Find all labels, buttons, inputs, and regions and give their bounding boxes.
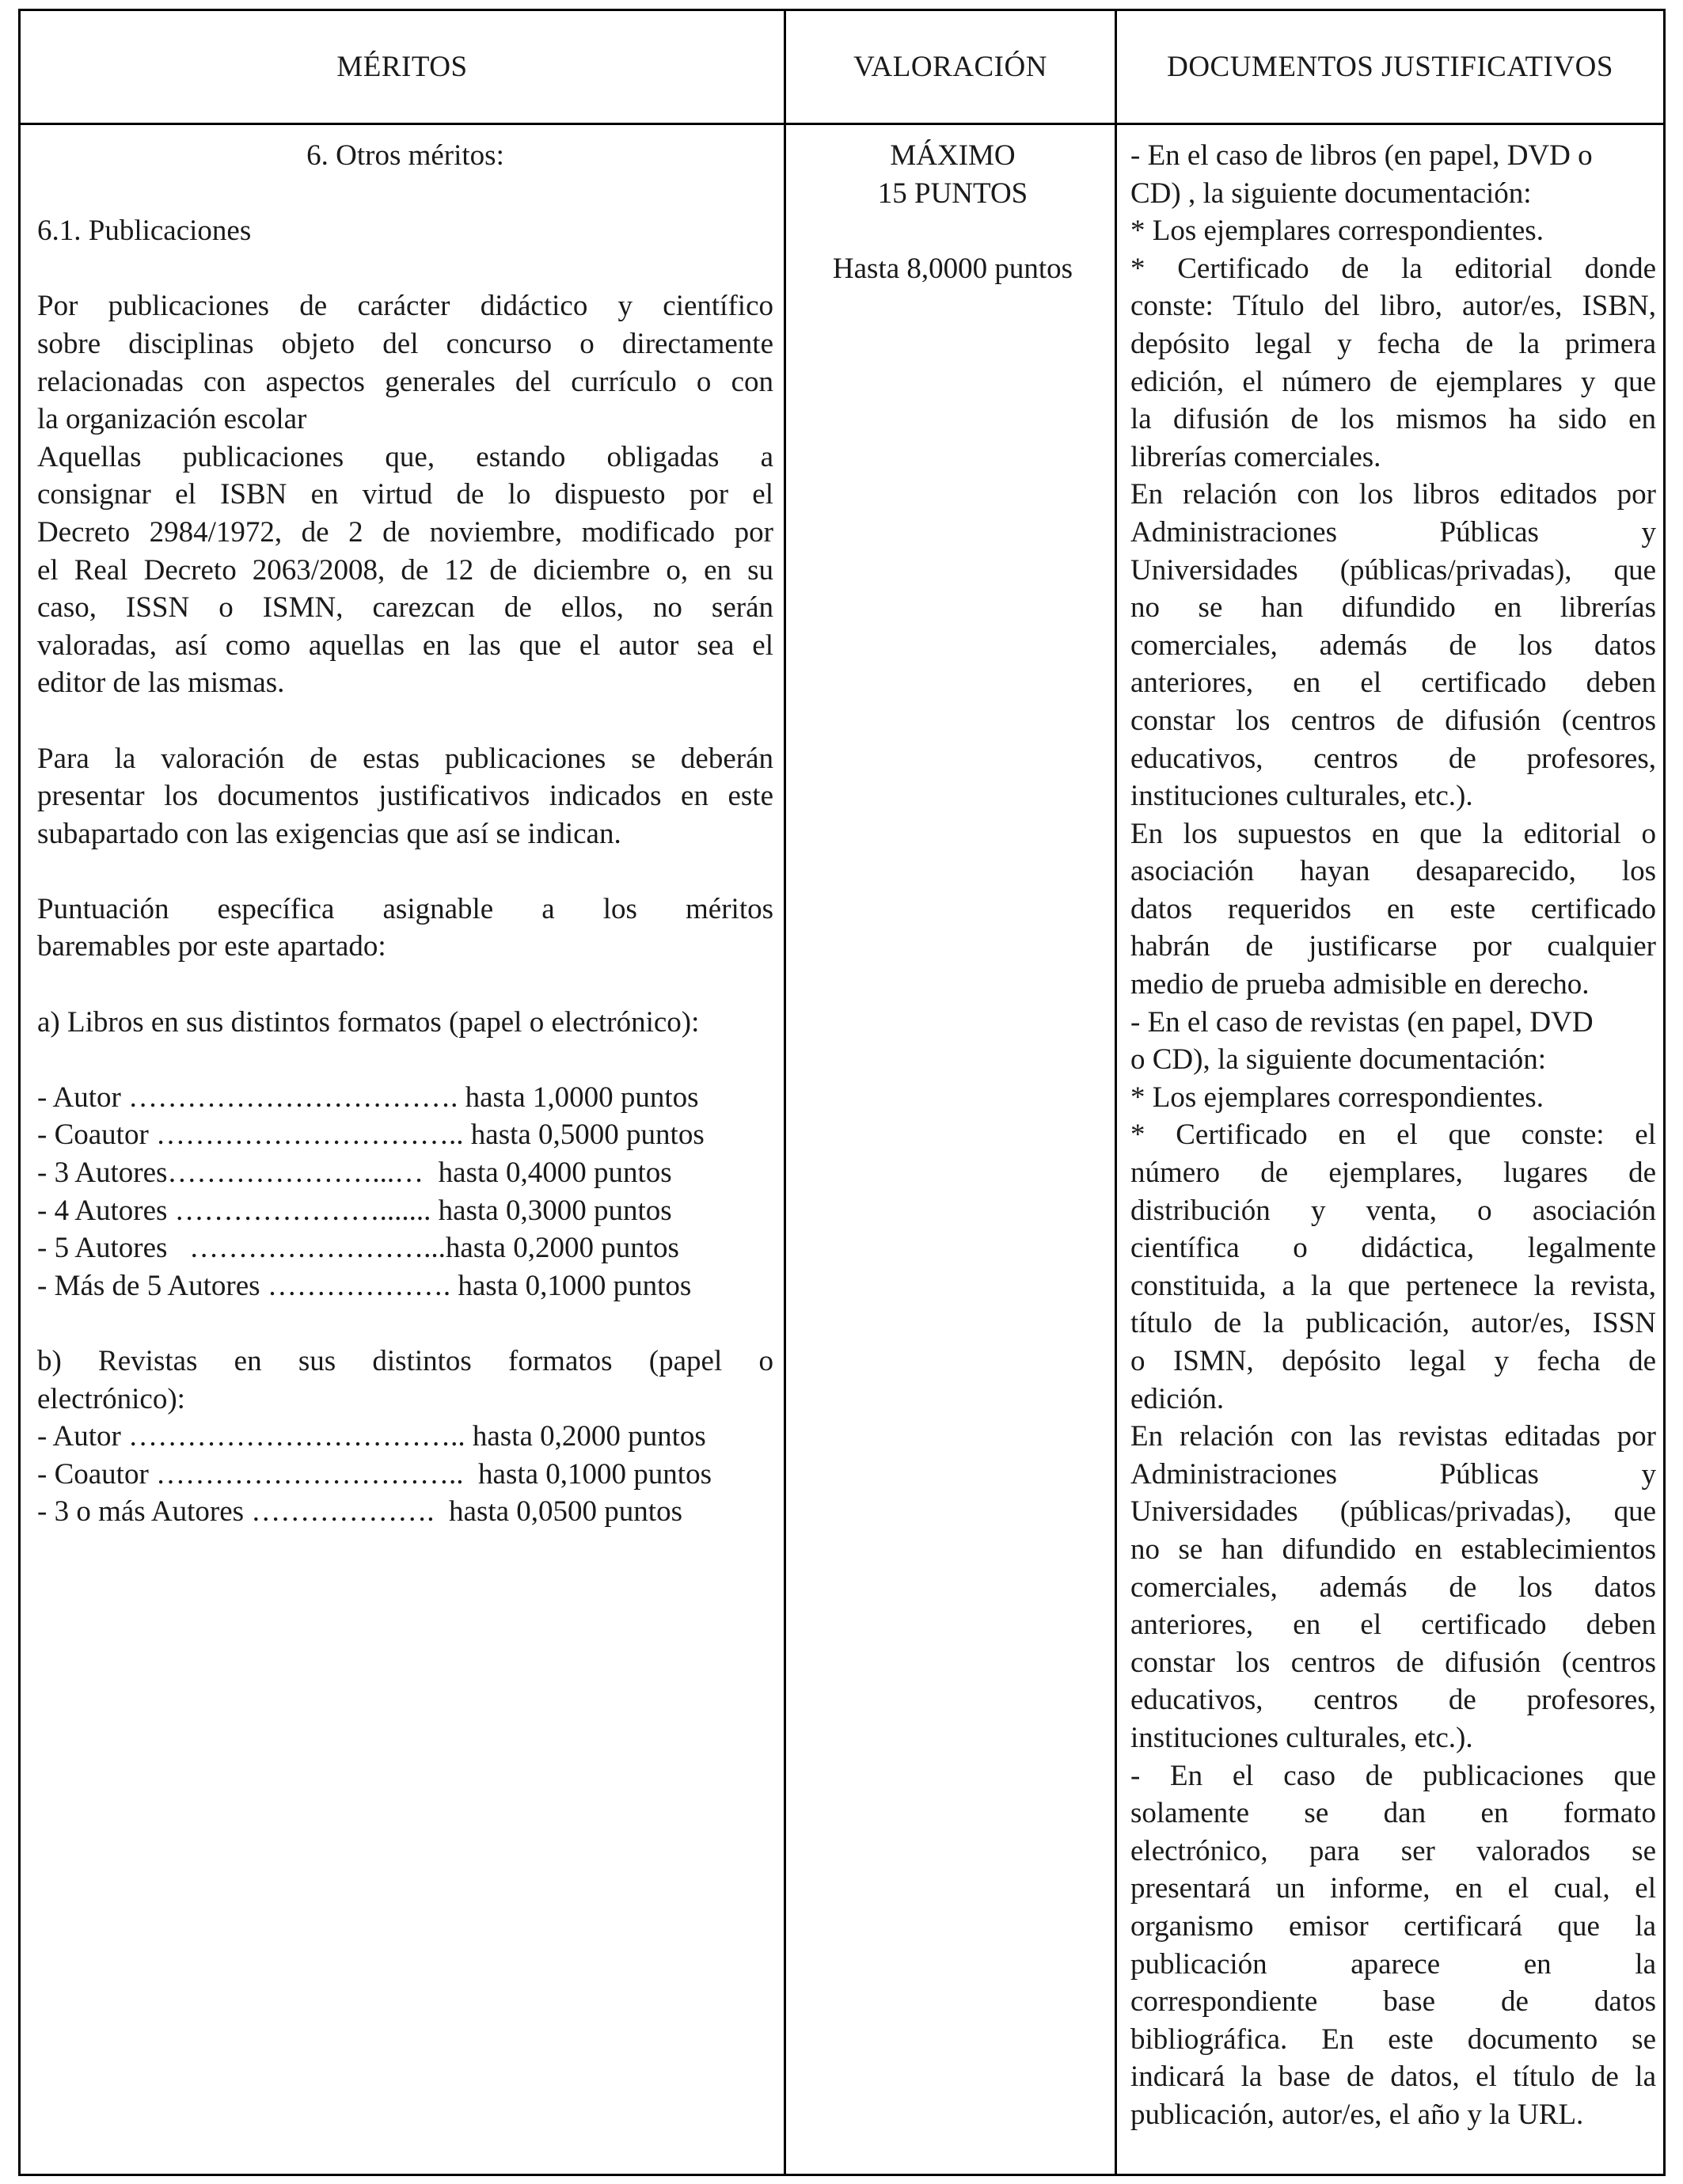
revistas-list bbox=[37, 1418, 773, 1531]
documentos-line: o CD), la siguiente documentación: bbox=[1130, 1043, 1547, 1077]
documentos-line: educativos, centros de profesores, bbox=[1130, 1684, 1656, 1717]
documentos-line: instituciones culturales, etc.). bbox=[1130, 1721, 1473, 1754]
documentos-line: edición, el número de ejemplares y que bbox=[1130, 365, 1656, 398]
documentos-line: científica o didáctica, legalmente bbox=[1130, 1232, 1656, 1265]
header-meritos: MÉRITOS bbox=[336, 51, 468, 83]
header-documentos: DOCUMENTOS JUSTIFICATIVOS bbox=[1167, 51, 1613, 83]
valoracion-column bbox=[792, 137, 1113, 287]
header-valoracion: VALORACIÓN bbox=[853, 51, 1047, 83]
documentos-column bbox=[1130, 137, 1656, 2133]
publicaciones-points: Hasta 8,0000 puntos bbox=[832, 252, 1073, 285]
list-item: - 3 Autores…………………...… hasta 0,4000 puntos bbox=[37, 1157, 672, 1190]
documentos-line: publicación aparece en la bbox=[1130, 1947, 1656, 1981]
documentos-line: instituciones culturales, etc.). bbox=[1130, 780, 1473, 813]
documentos-line: constar los centros de difusión (centros bbox=[1130, 1646, 1656, 1679]
documentos-line: indicará la base de datos, el título de la bbox=[1130, 2061, 1656, 2094]
documentos-line: título de la publicación, autor/es, ISSN bbox=[1130, 1307, 1656, 1340]
documentos-line: no se han difundido en librerías bbox=[1130, 591, 1656, 625]
documentos-line: Universidades (públicas/privadas), que bbox=[1130, 1495, 1656, 1529]
documentos-line: electrónico, para ser valorados se bbox=[1130, 1834, 1656, 1867]
documentos-line: Universidades (públicas/privadas), que bbox=[1130, 553, 1656, 587]
documentos-line: - En el caso de revistas (en papel, DVD bbox=[1130, 1005, 1594, 1039]
list-item: - 5 Autores ……………………...hasta 0,2000 puntos bbox=[37, 1232, 679, 1265]
documentos-line: asociación hayan desaparecido, los bbox=[1130, 855, 1656, 888]
documentos-line: anteriores, en el certificado deben bbox=[1130, 1609, 1656, 1642]
subsection-title: 6.1. Publicaciones bbox=[37, 215, 252, 248]
documentos-line: anteriores, en el certificado deben bbox=[1130, 667, 1656, 700]
paragraph-1: Por publicaciones de carácter didáctico y científico sobre disciplinas objeto del concurso o directamente relacionadas con aspectos generales del currículo o con la organización escolar bbox=[37, 290, 773, 436]
column-divider bbox=[1115, 11, 1117, 2174]
libros-list bbox=[37, 1079, 773, 1305]
documentos-line: habrán de justificarse por cualquier bbox=[1130, 930, 1656, 963]
paragraph-2: Aquellas publicaciones que, estando obligadas a consignar el ISBN en virtud de lo dispuesto por el Decreto 2984/1972, de 2 de noviembre, modificado por el Real Decreto 2063/2008, de 12 de diciembre o, en su caso, ISSN o ISMN, carezcan de ellos, no serán valoradas, así como aquellas en las que el autor sea el editor de las mismas. bbox=[37, 440, 773, 700]
documentos-line: comerciales, además de los datos bbox=[1130, 629, 1656, 662]
max-points: 15 PUNTOS bbox=[877, 177, 1028, 210]
libros-title: a) Libros en sus distintos formatos (papel o electrónico): bbox=[37, 1005, 700, 1039]
documentos-line: CD) , la siguiente documentación: bbox=[1130, 177, 1532, 210]
documentos-line: * Certificado en el que conste: el bbox=[1130, 1119, 1656, 1152]
documentos-line: número de ejemplares, lugares de bbox=[1130, 1157, 1656, 1190]
list-item: - 4 Autores …………………....... hasta 0,3000 puntos bbox=[37, 1194, 672, 1227]
documentos-line: * Los ejemplares correspondientes. bbox=[1130, 215, 1544, 248]
revistas-title: b) Revistas en sus distintos formatos (papel o electrónico): bbox=[37, 1345, 773, 1415]
documentos-line: En relación con las revistas editadas por bbox=[1130, 1420, 1656, 1453]
paragraph-3: Para la valoración de estas publicaciones se deberán presentar los documentos justificativos indicados en este subapartado con las exigencias que así se indican. bbox=[37, 742, 773, 850]
documentos-line: edición. bbox=[1130, 1382, 1225, 1415]
list-item: - Coautor ………………………….. hasta 0,1000 puntos bbox=[37, 1457, 712, 1491]
documentos-line: conste: Título del libro, autor/es, ISBN, bbox=[1130, 290, 1656, 323]
documentos-line: constituida, a la que pertenece la revista, bbox=[1130, 1269, 1656, 1302]
meritos-column bbox=[37, 137, 773, 1531]
documentos-line: librerías comerciales. bbox=[1130, 440, 1381, 473]
documentos-line: organismo emisor certificará que la bbox=[1130, 1909, 1656, 1943]
documentos-line: no se han difundido en establecimientos bbox=[1130, 1533, 1656, 1566]
documentos-line: publicación, autor/es, el año y la URL. bbox=[1130, 2098, 1584, 2131]
documentos-line: la difusión de los mismos ha sido en bbox=[1130, 403, 1656, 436]
column-divider bbox=[784, 11, 786, 2174]
list-item: - 3 o más Autores ………………. hasta 0,0500 puntos bbox=[37, 1495, 682, 1529]
documentos-line: comerciales, además de los datos bbox=[1130, 1571, 1656, 1604]
documentos-line: medio de prueba admisible en derecho. bbox=[1130, 968, 1590, 1001]
documentos-line: datos requeridos en este certificado bbox=[1130, 892, 1656, 925]
documentos-line: constar los centros de difusión (centros bbox=[1130, 704, 1656, 737]
documentos-line: - En el caso de publicaciones que bbox=[1130, 1759, 1656, 1792]
documentos-line: * Los ejemplares correspondientes. bbox=[1130, 1081, 1544, 1114]
section-title: 6. Otros méritos: bbox=[306, 139, 504, 172]
header-divider bbox=[21, 123, 1663, 125]
documentos-line: educativos, centros de profesores, bbox=[1130, 742, 1656, 775]
documentos-line: bibliográfica. En este documento se bbox=[1130, 2023, 1656, 2056]
documentos-line: depósito legal y fecha de la primera bbox=[1130, 327, 1656, 360]
documentos-line: En los supuestos en que la editorial o bbox=[1130, 817, 1656, 850]
documentos-line: presentará un informe, en el cual, el bbox=[1130, 1872, 1656, 1905]
list-item: - Más de 5 Autores ………………. hasta 0,1000 puntos bbox=[37, 1269, 692, 1302]
list-item: - Autor ……………………………. hasta 1,0000 puntos bbox=[37, 1081, 699, 1114]
list-item: - Coautor ………………………….. hasta 0,5000 puntos bbox=[37, 1119, 705, 1152]
documentos-line: Administraciones Públicas y bbox=[1130, 1457, 1656, 1491]
paragraph-4: Puntuación específica asignable a los méritos baremables por este apartado: bbox=[37, 892, 773, 963]
documentos-line: - En el caso de libros (en papel, DVD o bbox=[1130, 139, 1593, 172]
list-item: - Autor …………………………….. hasta 0,2000 puntos bbox=[37, 1420, 706, 1453]
documentos-line: * Certificado de la editorial donde bbox=[1130, 252, 1656, 285]
documentos-line: o ISMN, depósito legal y fecha de bbox=[1130, 1345, 1656, 1377]
documentos-line: distribución y venta, o asociación bbox=[1130, 1194, 1656, 1227]
documentos-line: correspondiente base de datos bbox=[1130, 1985, 1656, 2019]
documentos-line: solamente se dan en formato bbox=[1130, 1797, 1656, 1830]
documentos-line: En relación con los libros editados por bbox=[1130, 478, 1656, 511]
max-label: MÁXIMO bbox=[890, 139, 1016, 172]
documentos-line: Administraciones Públicas y bbox=[1130, 515, 1656, 549]
meritos-table bbox=[18, 9, 1666, 2176]
